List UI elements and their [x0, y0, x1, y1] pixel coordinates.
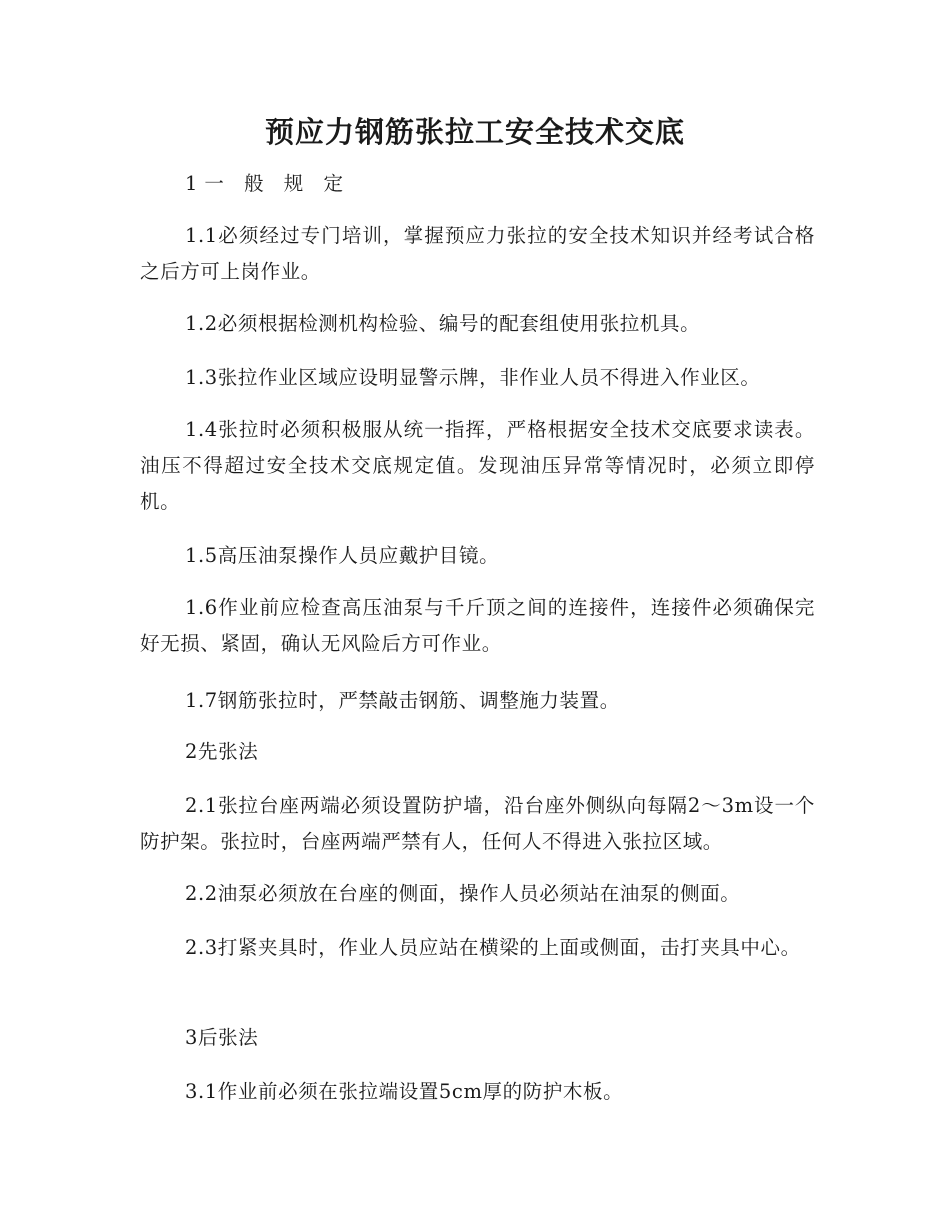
section-heading-1: 1一 般 规 定: [185, 172, 351, 195]
section-heading-2: 2先张法: [185, 740, 259, 763]
paragraph-2-1: 2.1张拉台座两端必须设置防护墙，沿台座外侧纵向每隔2～3m设一个防护架。张拉时，台座两端严禁有人，任何人不得进入张拉区域。: [140, 794, 815, 853]
paragraph-2-2: 2.2油泵必须放在台座的侧面，操作人员必须站在油泵的侧面。: [185, 882, 741, 905]
paragraph-1-3: 1.3张拉作业区域应设明显警示牌，非作业人员不得进入作业区。: [185, 366, 761, 389]
paragraph-3-1: 3.1作业前必须在张拉端设置5cm厚的防护木板。: [185, 1080, 624, 1103]
paragraph-1-6: 1.6作业前应检查高压油泵与千斤顶之间的连接件，连接件必须确保完好无损、紧固，确认无风险后方可作业。: [140, 596, 815, 655]
paragraph-1-1: 1.1必须经过专门培训，掌握预应力张拉的安全技术知识并经考试合格之后方可上岗作业。: [140, 224, 815, 283]
paragraph-1-7: 1.7钢筋张拉时，严禁敲击钢筋、调整施力装置。: [185, 689, 620, 712]
paragraph-2-3: 2.3打紧夹具时，作业人员应站在横梁的上面或侧面，击打夹具中心。: [185, 936, 801, 959]
paragraph-1-2: 1.2必须根据检测机构检验、编号的配套组使用张拉机具。: [185, 312, 701, 335]
section-heading-3: 3后张法: [185, 1026, 259, 1049]
paragraph-1-5: 1.5高压油泵操作人员应戴护目镜。: [185, 544, 500, 567]
document-title: 预应力钢筋张拉工安全技术交底: [264, 115, 685, 149]
paragraph-1-4: 1.4张拉时必须积极服从统一指挥，严格根据安全技术交底要求读表。油压不得超过安全技术交底规定值。发现油压异常等情况时，必须立即停机。: [140, 418, 815, 513]
